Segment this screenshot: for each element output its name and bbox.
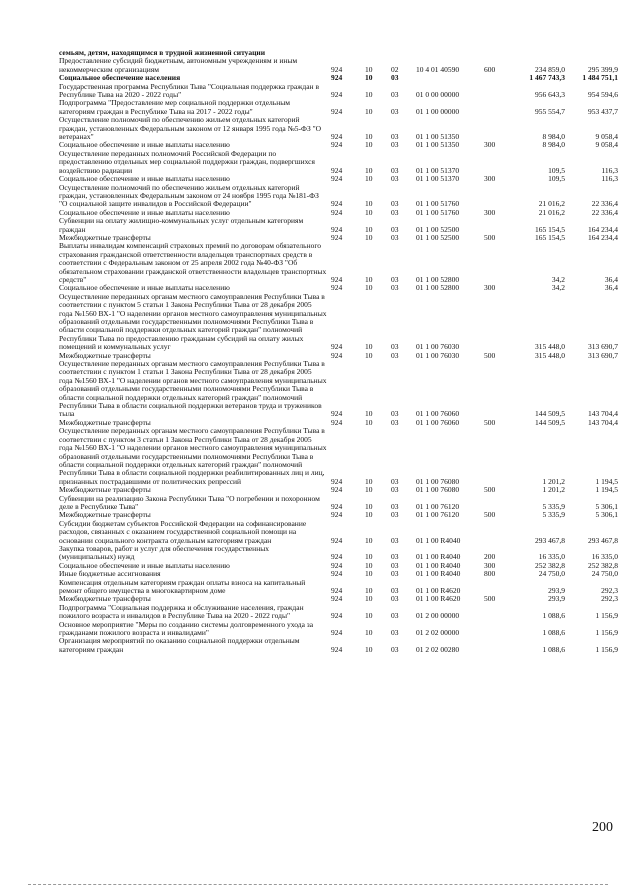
row-target-article: 01 2 00 00000	[416, 611, 460, 621]
row-expense-type	[484, 74, 516, 82]
row-section-code: 10	[365, 165, 373, 175]
row-name: Выплаты инвалидам компенсаций страховых премий по договорам обязательного страхования гражданской ответственности владельцев транспортных средств в соответствии с Федеральным законом от 25 апреля 2002 года №40-ФЗ "Об обязательном страховании гражданской ответственности владельцев транспортных средств"	[59, 241, 327, 284]
row-amount-year-2: 143 704,4	[588, 409, 618, 419]
row-subsection-code: 03	[391, 283, 399, 293]
row-ministry-code: 924	[331, 552, 343, 562]
row-amount-year-1: 21 016,2	[538, 199, 565, 209]
row-expense-type	[484, 520, 516, 545]
row-amount-year-1: 956 643,3	[535, 90, 565, 100]
row-amount-year-1: 315 448,0	[535, 350, 565, 360]
row-amount-year-2: 1 156,9	[595, 644, 618, 654]
row-amount-year-2: 1 194,5	[595, 485, 618, 495]
row-expense-type	[484, 217, 516, 234]
table-row	[59, 293, 618, 352]
row-section-code: 10	[365, 552, 373, 562]
row-amount-year-1: 144 509,5	[535, 409, 565, 419]
row-section-code: 10	[365, 274, 373, 284]
row-expense-type	[484, 242, 516, 284]
row-target-article: 01 1 00 52800	[416, 274, 460, 284]
row-target-article	[416, 49, 484, 57]
row-amount-year-1: 34,2	[551, 274, 565, 284]
row-expense-type: 500	[484, 510, 496, 520]
row-amount-year-1: 1 088,6	[542, 644, 565, 654]
row-ministry-code: 924	[331, 611, 343, 621]
table-row	[59, 621, 618, 638]
row-section-code: 10	[365, 409, 373, 419]
row-expense-type: 300	[484, 207, 496, 217]
row-name: Социальное обеспечение и иные выплаты населению	[59, 207, 230, 217]
table-row	[59, 217, 618, 234]
row-target-article: 01 2 02 00000	[416, 628, 460, 638]
row-section-code: 10	[365, 106, 373, 116]
row-target-article: 01 1 00 52800	[416, 283, 460, 293]
row-section-code: 10	[365, 283, 373, 293]
row-amount-year-2: 22 336,4	[591, 199, 618, 209]
row-amount-year-2: 292,3	[601, 586, 618, 595]
table-row	[59, 604, 618, 621]
row-section-code: 10	[365, 64, 373, 74]
row-subsection-code: 03	[391, 106, 399, 116]
row-target-article: 01 1 00 R4040	[416, 552, 461, 562]
row-ministry-code: 924	[331, 224, 343, 234]
row-amount-year-1: 165 154,5	[535, 232, 565, 242]
row-name: Осуществление переданных полномочий Российской Федерации по предоставлению отдельных мер социальной поддержки граждан, подвергшихся воздействию радиации	[59, 148, 315, 175]
row-amount-year-2: 5 306,1	[595, 510, 618, 520]
table-row	[59, 360, 618, 419]
row-name: Социальное обеспечение и иные выплаты населению	[59, 140, 230, 150]
row-ministry-code: 924	[331, 174, 343, 184]
row-ministry-code: 924	[331, 569, 343, 579]
row-subsection-code: 03	[391, 628, 399, 638]
row-name: Осуществление полномочий по обеспечению жильем отдельных категорий граждан, установленных Федеральным законом от 12 января 1995 года №5-ФЗ "О ветеранах"	[59, 115, 322, 142]
row-amount-year-2: 954 594,6	[588, 90, 618, 100]
row-target-article: 01 1 00 R4620	[416, 594, 461, 604]
row-expense-type	[484, 99, 516, 116]
row-amount-year-2: 16 335,0	[591, 552, 618, 562]
row-section-code: 10	[365, 417, 373, 427]
row-amount-year-2: 22 336,4	[591, 207, 618, 217]
row-name: Субсидии бюджетам субъектов Российской Федерации на софинансирование расходов, связанных с оказанием государственной социальной помощи на основании социального контракта отдельным категориям граждан	[59, 518, 307, 545]
table-row	[59, 545, 618, 562]
row-subsection-code: 03	[391, 586, 399, 595]
row-section-code: 10	[365, 132, 373, 142]
row-name: Социальное обеспечение и иные выплаты населению	[59, 283, 230, 293]
row-expense-type	[484, 604, 516, 621]
row-subsection-code: 03	[391, 644, 399, 654]
row-expense-type	[484, 621, 516, 638]
row-expense-type: 500	[484, 417, 496, 427]
row-amount-year-2: 1 484 751,1	[582, 73, 618, 83]
row-name: Межбюджетные трансферты	[59, 594, 151, 604]
row-name: Субвенции на реализацию Закона Республики Тыва "О погребении и похоронном деле в Республике Тыва"	[59, 493, 320, 511]
row-amount-year-1: 109,5	[548, 165, 565, 175]
row-expense-type: 300	[484, 283, 496, 293]
row-section-code: 10	[365, 501, 373, 511]
row-expense-type: 300	[484, 140, 496, 150]
table-row	[59, 579, 618, 596]
budget-table-body	[59, 49, 618, 654]
row-amount-year-1: 5 335,9	[542, 510, 565, 520]
bottom-divider	[28, 884, 608, 885]
row-subsection-code: 03	[391, 560, 399, 570]
row-expense-type	[484, 427, 516, 486]
row-target-article: 01 1 00 51350	[416, 132, 460, 142]
row-amount-year-1: 24 750,0	[538, 569, 565, 579]
table-row	[59, 184, 618, 209]
row-ministry-code: 924	[331, 594, 343, 604]
row-ministry-code: 924	[331, 283, 343, 293]
row-expense-type: 500	[484, 594, 496, 604]
row-amount-year-2: 36,4	[604, 283, 618, 293]
row-name: Межбюджетные трансферты	[59, 417, 151, 427]
row-ministry-code: 924	[331, 510, 343, 520]
row-name: Межбюджетные трансферты	[59, 350, 151, 360]
row-section-code: 10	[365, 628, 373, 638]
row-amount-year-2	[565, 49, 618, 57]
table-row	[59, 150, 618, 175]
row-amount-year-2: 292,3	[601, 594, 618, 604]
table-row	[59, 520, 618, 545]
row-target-article: 01 1 00 R4620	[416, 586, 461, 595]
row-ministry-code: 924	[331, 350, 343, 360]
row-amount-year-1: 293 467,8	[535, 535, 565, 545]
row-section-code	[365, 49, 391, 57]
row-expense-type: 500	[484, 350, 496, 360]
row-ministry-code: 924	[331, 90, 343, 100]
row-amount-year-1: 234 859,0	[535, 64, 565, 74]
row-expense-type: 300	[484, 174, 496, 184]
row-subsection-code: 03	[391, 350, 399, 360]
row-section-code: 10	[365, 73, 373, 83]
row-subsection-code: 03	[391, 611, 399, 621]
row-amount-year-1: 1 088,6	[542, 628, 565, 638]
row-section-code: 10	[365, 560, 373, 570]
row-subsection-code: 03	[391, 274, 399, 284]
row-amount-year-2: 1 194,5	[595, 476, 618, 486]
row-amount-year-2: 313 690,7	[588, 350, 618, 360]
row-amount-year-1: 5 335,9	[542, 501, 565, 511]
row-amount-year-1: 315 448,0	[535, 342, 565, 352]
row-amount-year-2: 143 704,4	[588, 417, 618, 427]
row-subsection-code: 03	[391, 165, 399, 175]
row-subsection-code: 03	[391, 207, 399, 217]
row-name: Закупка товаров, работ и услуг для обеспечения государственных (муниципальных) нужд	[59, 543, 270, 562]
row-section-code: 10	[365, 140, 373, 150]
row-amount-year-2: 116,3	[601, 165, 618, 175]
row-section-code: 10	[365, 485, 373, 495]
row-target-article: 01 1 00 76060	[416, 409, 460, 419]
row-amount-year-1: 34,2	[551, 283, 565, 293]
row-expense-type: 500	[484, 485, 496, 495]
row-name: Осуществление переданных органам местного самоуправления Республики Тыва в соответствии с пунктом 5 статьи 1 Закона Республики Тыва от 28 декабря 2005 года №1560 ВХ-1 "О наделении органов местного самоуправления муниципальных образований отдельными государственными полномочиями Республики Тыва в области социальной поддержки отдельных категорий граждан" полномочий Республики Тыва по предоставлению гражданам субсидий на оплату жилых помещений и коммунальных услуг	[59, 291, 327, 352]
row-ministry-code: 924	[331, 485, 343, 495]
row-section-code: 10	[365, 199, 373, 209]
row-section-code: 10	[365, 174, 373, 184]
row-subsection-code: 03	[391, 199, 399, 209]
row-section-code: 10	[365, 586, 373, 595]
table-row	[59, 495, 618, 512]
row-amount-year-1: 8 984,0	[542, 140, 565, 150]
row-subsection-code: 03	[391, 510, 399, 520]
row-section-code: 10	[365, 90, 373, 100]
row-expense-type	[484, 579, 516, 596]
row-target-article: 01 1 00 00000	[416, 106, 460, 116]
row-section-code: 10	[365, 207, 373, 217]
row-section-code: 10	[365, 594, 373, 604]
row-amount-year-2: 252 382,8	[588, 560, 618, 570]
row-ministry-code: 924	[331, 106, 343, 116]
row-subsection-code: 03	[391, 174, 399, 184]
row-expense-type: 800	[484, 569, 496, 579]
row-section-code: 10	[365, 510, 373, 520]
row-target-article: 01 1 00 51760	[416, 199, 460, 209]
row-amount-year-2: 24 750,0	[591, 569, 618, 579]
row-name: Компенсация отдельным категориям граждан оплаты взноса на капитальный ремонт общего имущества в многоквартирном доме	[59, 577, 306, 595]
row-target-article: 01 0 00 00000	[416, 90, 460, 100]
row-subsection-code: 03	[391, 90, 399, 100]
row-name: Предоставление субсидий бюджетным, автономным учреждениям и иным некоммерческим организациям	[59, 56, 298, 74]
row-ministry-code: 924	[331, 628, 343, 638]
row-ministry-code: 924	[331, 232, 343, 242]
row-amount-year-2: 1 156,9	[595, 611, 618, 621]
row-amount-year-1: 1 467 743,3	[529, 73, 565, 83]
row-amount-year-2: 164 234,4	[588, 224, 618, 234]
row-expense-type	[484, 184, 516, 209]
row-expense-type	[484, 293, 516, 352]
row-amount-year-2: 953 437,7	[588, 106, 618, 116]
row-subsection-code: 03	[391, 224, 399, 234]
row-name: Социальное обеспечение и иные выплаты населению	[59, 560, 230, 570]
row-name: Государственная программа Республики Тыва "Социальная поддержка граждан в Республике Тыва на 2020 - 2022 годы"	[59, 81, 319, 100]
row-expense-type	[484, 637, 516, 654]
row-subsection-code: 03	[391, 476, 399, 486]
row-ministry-code: 924	[331, 586, 343, 595]
row-section-code: 10	[365, 350, 373, 360]
row-ministry-code: 924	[331, 535, 343, 545]
row-section-code: 10	[365, 476, 373, 486]
row-name: Осуществление переданных органам местного самоуправления Республики Тыва в соответствии с пунктом 1 статьи 1 Закона Республики Тыва от 28 декабря 2005 года №1560 ВХ-1 "О наделении органов местного самоуправления муниципальных образований отдельными государственными полномочиями Республики Тыва в области социальной поддержки отдельных категорий граждан" полномочий Республики Тыва в области социальной поддержки ветеранов труда и тружеников тыла	[59, 359, 327, 419]
row-target-article: 01 1 00 52500	[416, 232, 460, 242]
row-target-article: 01 2 02 00280	[416, 644, 460, 654]
row-ministry-code: 924	[331, 64, 343, 74]
row-subsection-code: 03	[391, 409, 399, 419]
row-target-article: 01 1 00 76080	[416, 476, 460, 486]
row-section-code: 10	[365, 232, 373, 242]
row-amount-year-2: 9 058,4	[595, 132, 618, 142]
row-expense-type	[484, 116, 516, 141]
table-row	[59, 637, 618, 654]
row-target-article: 01 1 00 51760	[416, 207, 460, 217]
row-subsection-code: 03	[391, 140, 399, 150]
table-row	[59, 242, 618, 284]
row-name: Основное мероприятие "Меры по созданию системы долговременного ухода за гражданами пожилого возраста и инвалидами"	[59, 619, 314, 638]
row-subsection-code: 03	[391, 552, 399, 562]
row-expense-type	[484, 49, 516, 57]
row-name: Межбюджетные трансферты	[59, 510, 151, 520]
row-expense-type	[484, 360, 516, 419]
row-subsection-code: 03	[391, 73, 399, 83]
row-expense-type: 600	[484, 64, 496, 74]
row-amount-year-1: 1 201,2	[542, 476, 565, 486]
row-ministry-code: 924	[331, 644, 343, 654]
row-ministry-code: 924	[331, 409, 343, 419]
table-row	[59, 83, 618, 100]
row-name: Подпрограмма "Предоставление мер социальной поддержки отдельным категориям граждан в Республике Тыва на 2017 - 2022 годы"	[59, 98, 290, 116]
row-name: Субвенции на оплату жилищно-коммунальных услуг отдельным категориям граждан	[59, 216, 304, 234]
table-row	[59, 427, 618, 486]
row-section-code: 10	[365, 569, 373, 579]
row-amount-year-1: 1 088,6	[542, 611, 565, 621]
row-amount-year-1: 165 154,5	[535, 224, 565, 234]
row-target-article: 01 1 00 76030	[416, 342, 460, 352]
row-section-code: 10	[365, 535, 373, 545]
row-name: Осуществление переданных органам местного самоуправления Республики Тыва в соответствии с пунктом 3 статьи 1 Закона Республики Тыва от 28 декабря 2005 года №1560 ВХ-1 "О наделении органов местного самоуправления муниципальных образований отдельными государственными полномочиями Республики Тыва в области социальной поддержки отдельных категорий граждан" полномочий Республики Тыва в области социальной поддержки реабилитированных лиц и лиц, признанных пострадавшими от политических репрессий	[59, 426, 327, 486]
row-expense-type	[484, 495, 516, 512]
row-target-article: 10 4 01 40590	[416, 64, 460, 74]
row-ministry-code	[331, 49, 365, 57]
row-expense-type	[484, 150, 516, 175]
row-subsection-code: 03	[391, 342, 399, 352]
row-target-article: 01 1 00 76120	[416, 510, 460, 520]
row-ministry-code: 924	[331, 342, 343, 352]
row-amount-year-1: 293,9	[548, 594, 565, 604]
row-amount-year-1: 16 335,0	[538, 552, 565, 562]
row-target-article: 01 1 00 76030	[416, 350, 460, 360]
row-amount-year-1: 21 016,2	[538, 207, 565, 217]
row-ministry-code: 924	[331, 199, 343, 209]
row-ministry-code: 924	[331, 73, 343, 83]
row-name: Социальное обеспечение населения	[59, 73, 181, 83]
row-amount-year-1	[516, 49, 565, 57]
row-target-article: 01 1 00 76120	[416, 501, 460, 511]
row-subsection-code	[391, 49, 416, 57]
row-amount-year-2: 1 156,9	[595, 628, 618, 638]
row-subsection-code: 03	[391, 535, 399, 545]
row-target-article: 01 1 00 R4040	[416, 535, 461, 545]
row-target-article: 01 1 00 51370	[416, 174, 460, 184]
row-section-code: 10	[365, 611, 373, 621]
row-expense-type	[484, 83, 516, 100]
table-row	[59, 116, 618, 141]
row-target-article: 01 1 00 76060	[416, 417, 460, 427]
row-amount-year-2: 295 399,9	[588, 64, 618, 74]
row-amount-year-2: 36,4	[604, 274, 618, 284]
row-section-code: 10	[365, 644, 373, 654]
row-expense-type: 500	[484, 232, 496, 242]
row-target-article	[416, 74, 484, 82]
row-subsection-code: 03	[391, 501, 399, 511]
row-ministry-code: 924	[331, 165, 343, 175]
row-subsection-code: 03	[391, 569, 399, 579]
row-amount-year-2: 9 058,4	[595, 140, 618, 150]
row-amount-year-1: 1 201,2	[542, 485, 565, 495]
row-name: Осуществление полномочий по обеспечению жильем отдельных категорий граждан, установленных Федеральным законом от 24 ноября 1995 года №181-ФЗ "О социальной защите инвалидов в Российской Федерации"	[59, 182, 319, 209]
page-number: 200	[592, 820, 613, 835]
row-section-code: 10	[365, 224, 373, 234]
table-row	[59, 99, 618, 116]
row-ministry-code: 924	[331, 417, 343, 427]
row-amount-year-2: 313 690,7	[588, 342, 618, 352]
row-expense-type: 200	[484, 552, 496, 562]
row-amount-year-1: 955 554,7	[535, 106, 565, 116]
row-name: Социальное обеспечение и иные выплаты населению	[59, 174, 230, 184]
row-amount-year-1: 293,9	[548, 586, 565, 595]
row-name: Подпрограмма "Социальная поддержка и обслуживание населения, граждан пожилого возраста и инвалидов в Республике Тыва на 2020 - 2022 годы"	[59, 602, 304, 621]
row-target-article: 01 1 00 R4040	[416, 569, 461, 579]
row-ministry-code: 924	[331, 501, 343, 511]
row-ministry-code: 924	[331, 140, 343, 150]
row-section-code: 10	[365, 342, 373, 352]
row-name: Иные бюджетные ассигнования	[59, 569, 161, 579]
row-subsection-code: 03	[391, 417, 399, 427]
budget-table	[59, 49, 618, 654]
row-name: Организация мероприятий по оказанию социальной поддержки отдельным категориям граждан	[59, 636, 300, 654]
row-ministry-code: 924	[331, 476, 343, 486]
row-target-article: 01 1 00 R4040	[416, 560, 461, 570]
row-amount-year-2: 164 234,4	[588, 232, 618, 242]
row-name: семьям, детям, находящимся в трудной жизненной ситуации	[59, 48, 266, 57]
row-ministry-code: 924	[331, 207, 343, 217]
row-amount-year-1: 109,5	[548, 174, 565, 184]
row-target-article: 01 1 00 76080	[416, 485, 460, 495]
row-target-article: 01 1 00 51350	[416, 140, 460, 150]
row-target-article: 01 1 00 51370	[416, 165, 460, 175]
row-amount-year-1: 252 382,8	[535, 560, 565, 570]
row-amount-year-1: 8 984,0	[542, 132, 565, 142]
row-name: Межбюджетные трансферты	[59, 232, 151, 242]
row-amount-year-1: 144 509,5	[535, 417, 565, 427]
row-subsection-code: 02	[391, 64, 399, 74]
table-row	[59, 57, 618, 74]
row-ministry-code: 924	[331, 274, 343, 284]
row-expense-type: 300	[484, 560, 496, 570]
row-target-article: 01 1 00 52500	[416, 224, 460, 234]
row-subsection-code: 03	[391, 594, 399, 604]
row-amount-year-2: 5 306,1	[595, 501, 618, 511]
row-subsection-code: 03	[391, 485, 399, 495]
row-amount-year-2: 293 467,8	[588, 535, 618, 545]
row-name: Межбюджетные трансферты	[59, 485, 151, 495]
row-ministry-code: 924	[331, 560, 343, 570]
row-subsection-code: 03	[391, 132, 399, 142]
row-subsection-code: 03	[391, 232, 399, 242]
row-amount-year-2: 116,3	[601, 174, 618, 184]
row-ministry-code: 924	[331, 132, 343, 142]
